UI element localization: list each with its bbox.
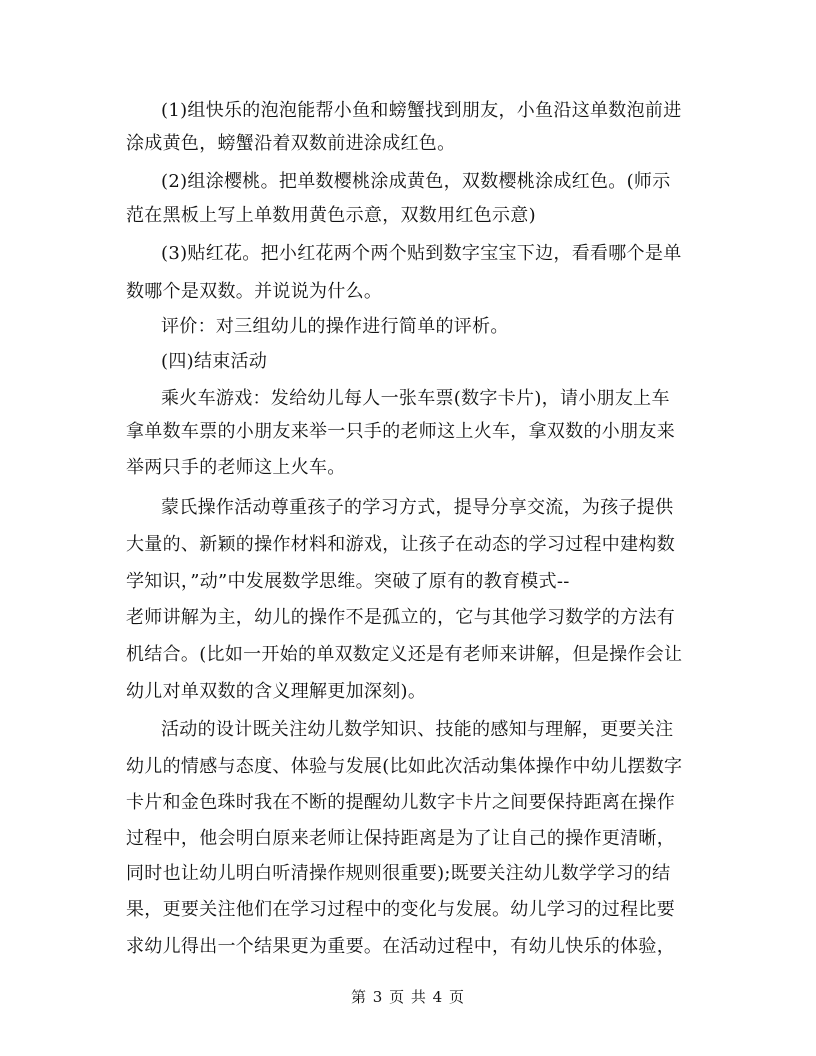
paragraph-line: 评价：对三组幼儿的操作进行简单的评析。 <box>161 316 509 337</box>
paragraph-line: 卡片和金色珠时我在不断的提醒幼儿数字卡片之间要保持距离在操作 <box>126 792 675 813</box>
paragraph-line: 数哪个是双数。并说说为什么。 <box>126 281 383 302</box>
paragraph-line: 大量的、新颖的操作材料和游戏，让孩子在动态的学习过程中建构数 <box>126 534 675 555</box>
paragraph-line: 果，更要关注他们在学习过程中的变化与发展。幼儿学习的过程比要 <box>126 899 675 920</box>
paragraph-line: 范在黑板上写上单数用黄色示意，双数用红色示意) <box>126 205 536 226</box>
paragraph-line: 学知识，”动”中发展数学思维。突破了原有的教育模式-- <box>126 571 570 592</box>
paragraph-line: 过程中，他会明白原来老师让保持距离是为了让自己的操作更清晰， <box>126 828 675 849</box>
paragraph-line: 涂成黄色，螃蟹沿着双数前进涂成红色。 <box>126 133 456 154</box>
paragraph-line: 老师讲解为主，幼儿的操作不是孤立的，它与其他学习数学的方法有 <box>126 607 675 628</box>
paragraph-line: 蒙氏操作活动尊重孩子的学习方式，提导分享交流，为孩子提供 <box>161 497 674 518</box>
paragraph-line: (2)组涂樱桃。把单数樱桃涂成黄色，双数樱桃涂成红色。(师示 <box>161 171 671 192</box>
paragraph-line: (3)贴红花。把小红花两个两个贴到数字宝宝下边，看看哪个是单 <box>161 243 682 264</box>
section-heading: (四)结束活动 <box>161 351 268 372</box>
paragraph-line: 幼儿对单双数的含义理解更加深刻)。 <box>126 681 427 702</box>
page-number-footer: 第 3 页 共 4 页 <box>351 988 465 1006</box>
paragraph-line: (1)组快乐的泡泡能帮小鱼和螃蟹找到朋友，小鱼沿这单数泡前进 <box>161 100 682 121</box>
paragraph-line: 求幼儿得出一个结果更为重要。在活动过程中，有幼儿快乐的体验， <box>126 936 675 957</box>
paragraph-line: 幼儿的情感与态度、体验与发展(比如此次活动集体操作中幼儿摆数字 <box>126 756 683 777</box>
paragraph-line: 举两只手的老师这上火车。 <box>126 457 346 478</box>
paragraph-line: 乘火车游戏：发给幼儿每人一张车票(数字卡片)，请小朋友上车 <box>161 388 670 409</box>
paragraph-line: 同时也让幼儿明白听清操作规则很重要);既要关注幼儿数学学习的结 <box>126 863 671 884</box>
paragraph-line: 拿单数车票的小朋友来举一只手的老师这上火车，拿双数的小朋友来 <box>126 421 675 442</box>
paragraph-line: 机结合。(比如一开始的单双数定义还是有老师来讲解，但是操作会让 <box>126 644 683 665</box>
paragraph-line: 活动的设计既关注幼儿数学知识、技能的感知与理解，更要关注 <box>161 719 674 740</box>
